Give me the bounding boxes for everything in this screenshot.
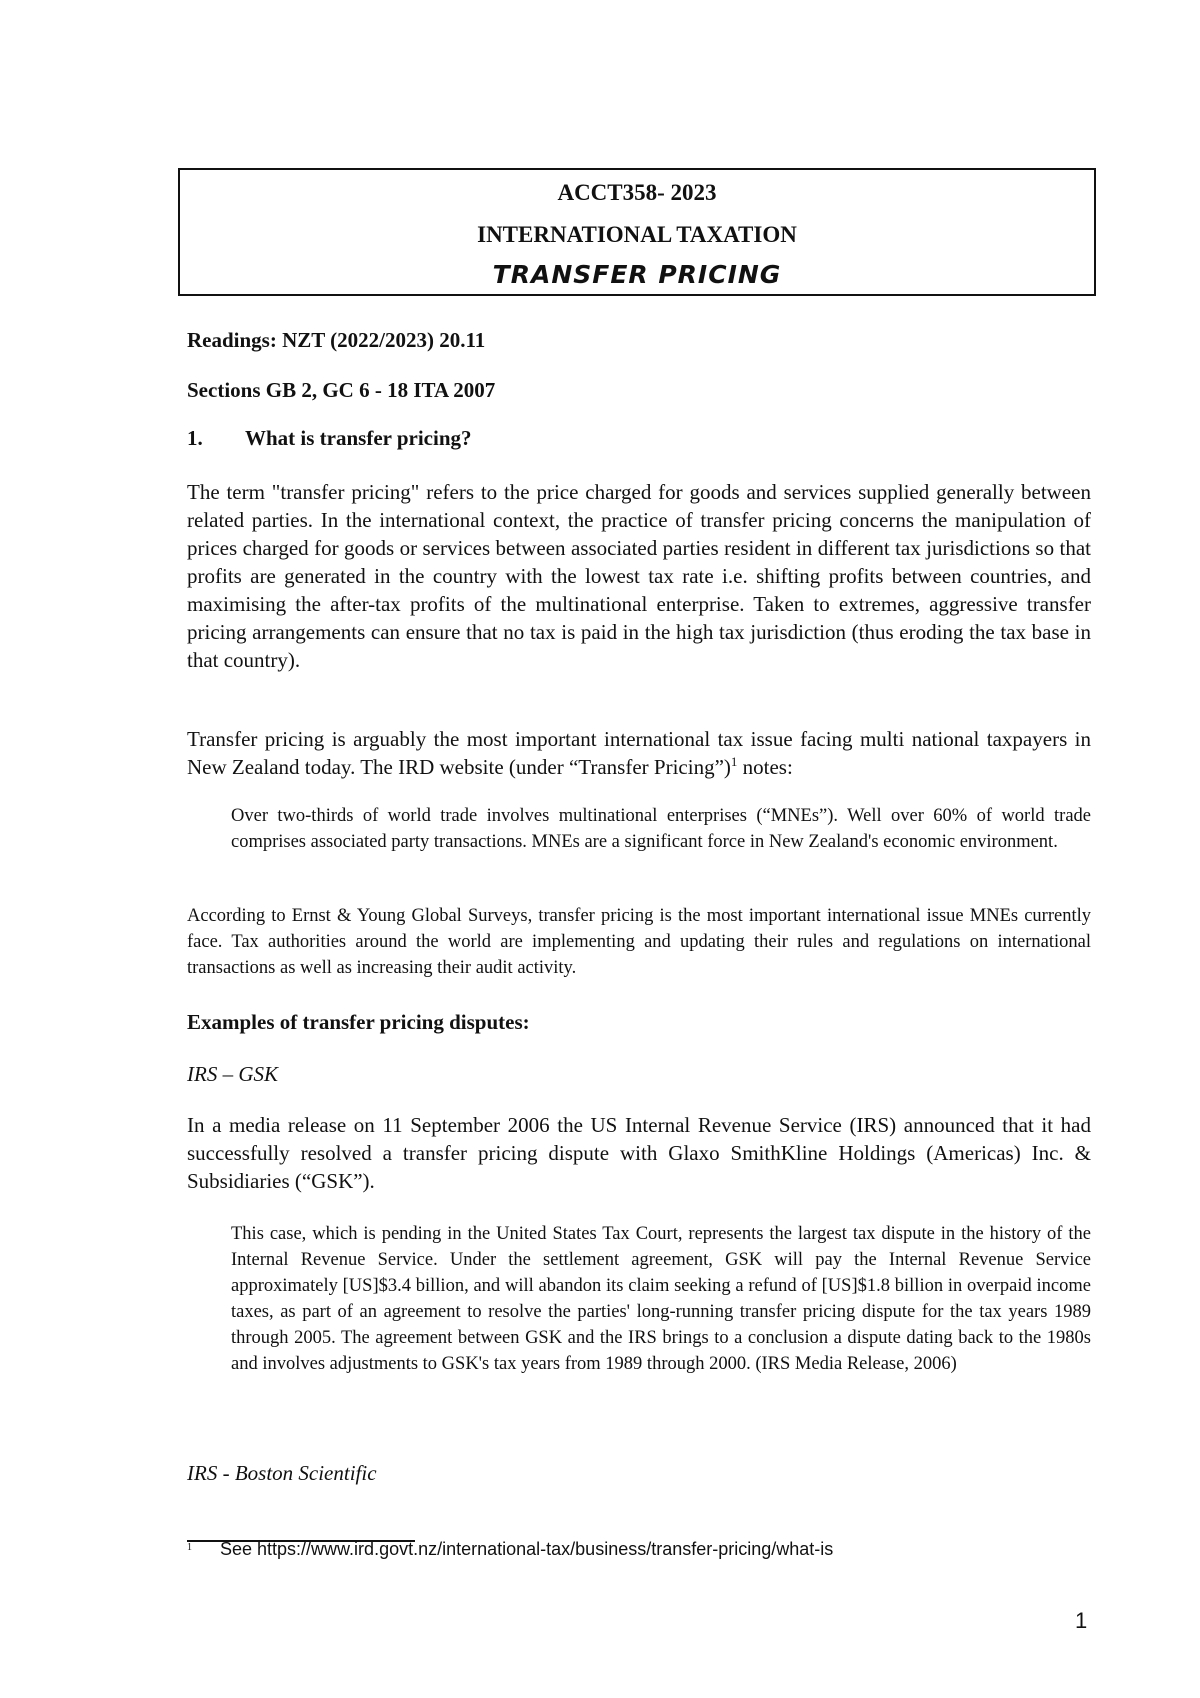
footnote-mark: 1 [187,1542,192,1553]
paragraph-importance-text: Transfer pricing is arguably the most important international tax issue facing multi national taxpayers in New Zealand today. The IRD website (under “Transfer Pricing”) [187,727,1091,779]
section-title: What is transfer pricing? [245,426,472,450]
paragraph-gsk: In a media release on 11 September 2006 the US Internal Revenue Service (IRS) announced that it had successfully resolved a transfer pricing dispute with Glaxo SmithKline Holdings (Americas) Inc. & Subsidiaries (“GSK”). [187,1113,1091,1193]
paragraph-importance-end: notes: [737,755,793,779]
quote-ird: Over two-thirds of world trade involves multinational enterprises (“MNEs”). Well over 60% of world trade comprises associated party transactions. MNEs are a significant force in New Zealand's economic environment. [231,806,1091,852]
title-box [178,168,1096,296]
page-number: 1 [1075,1608,1088,1633]
course-code: ACCT358- 2023 [557,180,717,205]
paragraph-ernst-young: According to Ernst & Young Global Surveys, transfer pricing is the most important international issue MNEs currently face. Tax authorities around the world are implementing and updating their rules and regulations on international transactions as well as increasing their audit activity. [187,906,1091,978]
section-number: 1. [187,426,203,450]
readings-line: Readings: NZT (2022/2023) 20.11 [187,328,486,352]
case-heading-gsk: IRS – GSK [187,1062,278,1086]
examples-heading: Examples of transfer pricing disputes: [187,1010,530,1034]
case-heading-boston-scientific: IRS - Boston Scientific [187,1461,377,1485]
paragraph-definition: The term "transfer pricing" refers to the price charged for goods and services supplied generally between related parties. In the international context, the practice of transfer pricing concerns the manipulation of prices charged for goods or services between associated parties resident in different tax jurisdictions so that profits are generated in the country with the lowest tax rate i.e. shifting profits between countries, and maximising the after-tax profits of the multinational enterprise. Taken to extremes, aggressive transfer pricing arrangements can ensure that no tax is paid in the high tax jurisdiction (thus eroding the tax base in that country). [187,480,1091,672]
sections-line: Sections GB 2, GC 6 - 18 ITA 2007 [187,378,496,402]
paragraph-importance [187,725,1091,781]
quote-irs-media-release: This case, which is pending in the United States Tax Court, represents the largest tax dispute in the history of the Internal Revenue Service. Under the settlement agreement, GSK will pay the Internal Revenue Service approximately [US]$3.4 billion, and will abandon its claim seeking a refund of [US]$1.8 billion in overpaid income taxes, as part of an agreement to resolve the parties' long-running transfer pricing dispute for the tax years 1989 through 2005. The agreement between GSK and the IRS brings to a conclusion a dispute dating back to the 1980s and involves adjustments to GSK's tax years from 1989 through 2000. (IRS Media Release, 2006) [231,1224,1091,1374]
course-subject: INTERNATIONAL TAXATION [477,222,797,247]
footnote-reference[interactable]: 1 [730,754,738,769]
topic-title: TRANSFER PRICING [492,260,782,289]
footnote-link-text[interactable]: See https://www.ird.govt.nz/international-tax/business/transfer-pricing/what-is [220,1539,834,1559]
